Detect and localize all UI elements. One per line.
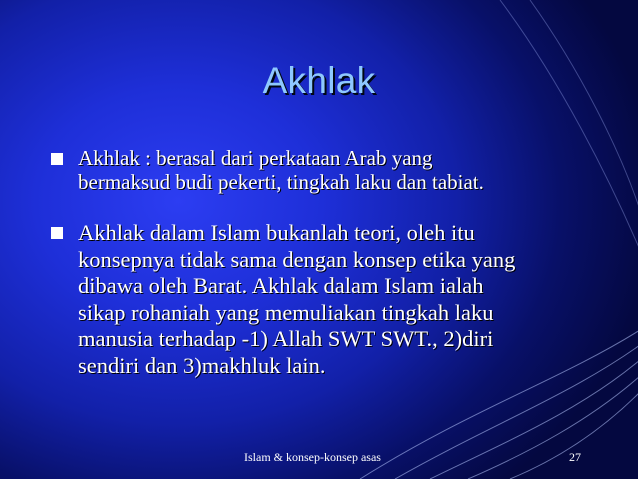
square-bullet-icon [50, 226, 64, 240]
slide-title: Akhlak [262, 60, 376, 101]
decor-curve [510, 392, 638, 479]
bullet-item [0, 146, 600, 194]
footer-text: Islam & konsep-konsep asas [244, 450, 381, 464]
bullet-item [0, 220, 600, 379]
bullet-text: Akhlak dalam Islam bukanlah teori, oleh itu konsepnya tidak sama dengan konsep etika yang dibawa oleh Barat. Akhlak dalam Islam ialah sikap rohaniah yang memuliakan tingkah laku manusia terhadap -1) Allah SWT SWT., 2)diri sendiri dan 3)makhluk lain. [78, 220, 516, 378]
bullet-text: Akhlak : berasal dari perkataan Arab yang bermaksud budi pekerti, tingkah laku dan tabiat. [78, 146, 484, 194]
page-number: 27 [569, 450, 581, 464]
square-bullet-icon [50, 152, 64, 166]
slide-footer [0, 449, 638, 465]
bullet-list [0, 146, 600, 379]
